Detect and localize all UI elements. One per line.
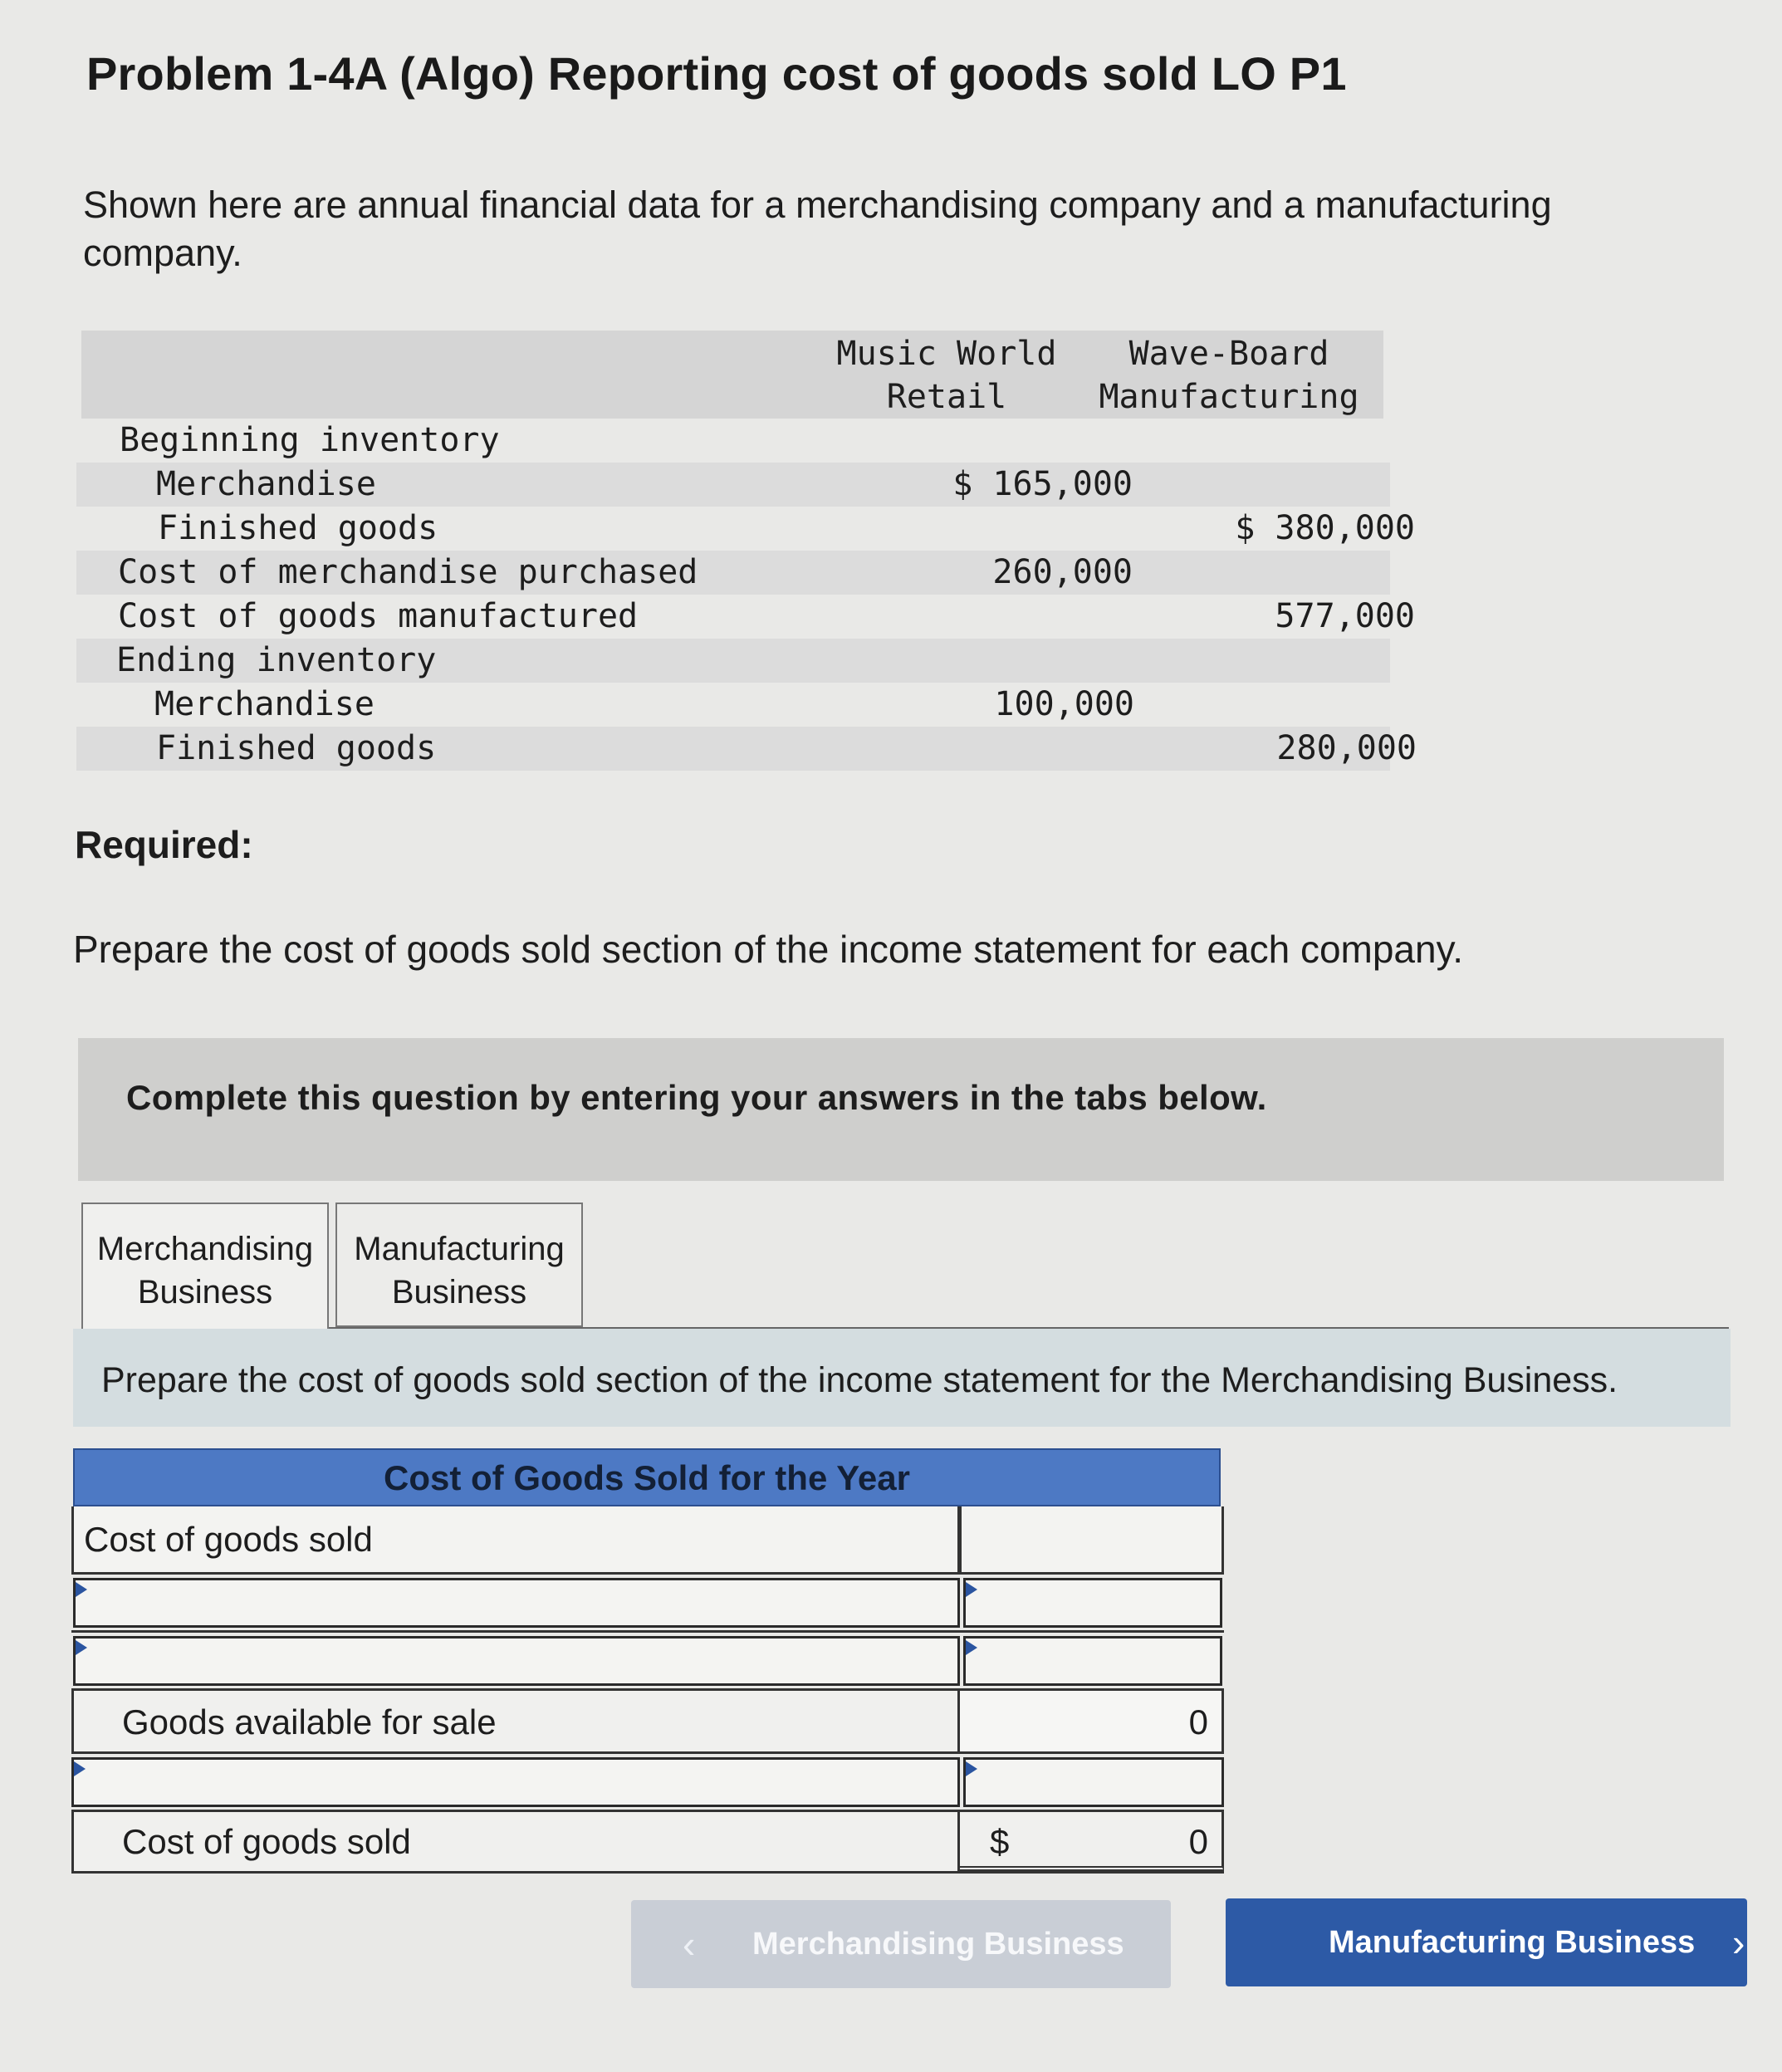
goods-available-value: 0 <box>1188 1702 1208 1741</box>
form-row <box>71 1812 1224 1874</box>
tab-label-line2: Business <box>137 1274 273 1310</box>
row-label: Merchandise <box>156 465 376 503</box>
next-tab-button[interactable]: Manufacturing Business <box>1226 1898 1747 1986</box>
value-music-world: 260,000 <box>992 553 1133 591</box>
column-header-wave-board: Wave-Board Manufacturing <box>1099 335 1359 416</box>
data-row <box>76 551 1390 595</box>
sub-instruction-text: Prepare the cost of goods sold section of the income statement for the Merchandising Business. <box>101 1360 1618 1400</box>
row-label: Cost of goods manufactured <box>118 597 639 635</box>
row-label: Cost of merchandise purchased <box>118 553 698 591</box>
dropdown-arrow-icon <box>76 1582 87 1597</box>
dropdown-arrow-icon <box>966 1640 977 1655</box>
row-label: Beginning inventory <box>120 421 500 459</box>
chevron-right-icon: › <box>1732 1921 1745 1964</box>
value-music-world: $ 165,000 <box>952 465 1133 503</box>
page-title: Problem 1-4A (Algo) Reporting cost of goods sold LO P1 <box>86 47 1347 100</box>
tab-merchandising-business[interactable] <box>81 1203 329 1330</box>
data-row <box>76 727 1417 771</box>
currency-symbol: $ <box>990 1822 1010 1861</box>
form-row <box>71 1754 1224 1812</box>
value-wave-board: 577,000 <box>1275 597 1415 635</box>
tab-label-line2: Business <box>391 1274 527 1310</box>
tab-manufacturing-business[interactable] <box>335 1203 583 1327</box>
intro-text: Shown here are annual financial data for a merchandising company and a manufacturing company. <box>83 184 1552 274</box>
data-row <box>76 639 1390 683</box>
form-row-label: Cost of goods sold <box>84 1520 373 1559</box>
chevron-left-icon: ‹ <box>683 1923 696 1966</box>
required-heading: Required: <box>75 823 253 866</box>
value-music-world: 100,000 <box>994 685 1134 723</box>
row-label: Merchandise <box>154 685 375 723</box>
amount-input[interactable] <box>963 1636 1222 1686</box>
previous-tab-button[interactable]: Merchandising Business <box>631 1900 1171 1988</box>
form-row <box>71 1506 1224 1575</box>
dropdown-arrow-icon <box>966 1582 977 1597</box>
data-row <box>76 595 1415 639</box>
data-row <box>76 507 1415 551</box>
form-row <box>71 1691 1224 1754</box>
amount-input[interactable] <box>963 1578 1222 1628</box>
data-row <box>76 683 1390 727</box>
dropdown-arrow-icon <box>966 1761 977 1776</box>
dropdown-arrow-icon <box>76 1640 87 1655</box>
account-select[interactable] <box>71 1757 960 1807</box>
account-select[interactable] <box>73 1578 960 1628</box>
row-label: Ending inventory <box>116 641 437 679</box>
instruction-banner-text: Complete this question by entering your answers in the tabs below. <box>126 1078 1267 1117</box>
amount-input[interactable] <box>963 1757 1224 1807</box>
form-title: Cost of Goods Sold for the Year <box>384 1458 910 1497</box>
form-row-label: Goods available for sale <box>122 1702 497 1741</box>
data-row <box>76 463 1390 507</box>
cogs-total-value: 0 <box>1188 1822 1208 1861</box>
data-row <box>76 419 1390 463</box>
tab-label-line1: Manufacturing <box>354 1231 565 1267</box>
value-wave-board: $ 380,000 <box>1235 509 1415 547</box>
dropdown-arrow-icon <box>74 1761 86 1776</box>
form-row-label: Cost of goods sold <box>122 1822 411 1861</box>
account-select[interactable] <box>73 1636 960 1686</box>
tab-label-line1: Merchandising <box>96 1231 314 1267</box>
value-wave-board: 280,000 <box>1276 729 1417 767</box>
form-row <box>71 1633 1224 1691</box>
form-row <box>71 1575 1224 1633</box>
required-text: Prepare the cost of goods sold section of the income statement for each company. <box>73 928 1463 971</box>
row-label: Finished goods <box>158 509 438 547</box>
column-header-music-world: Music World Retail <box>836 335 1057 416</box>
row-label: Finished goods <box>156 729 437 767</box>
